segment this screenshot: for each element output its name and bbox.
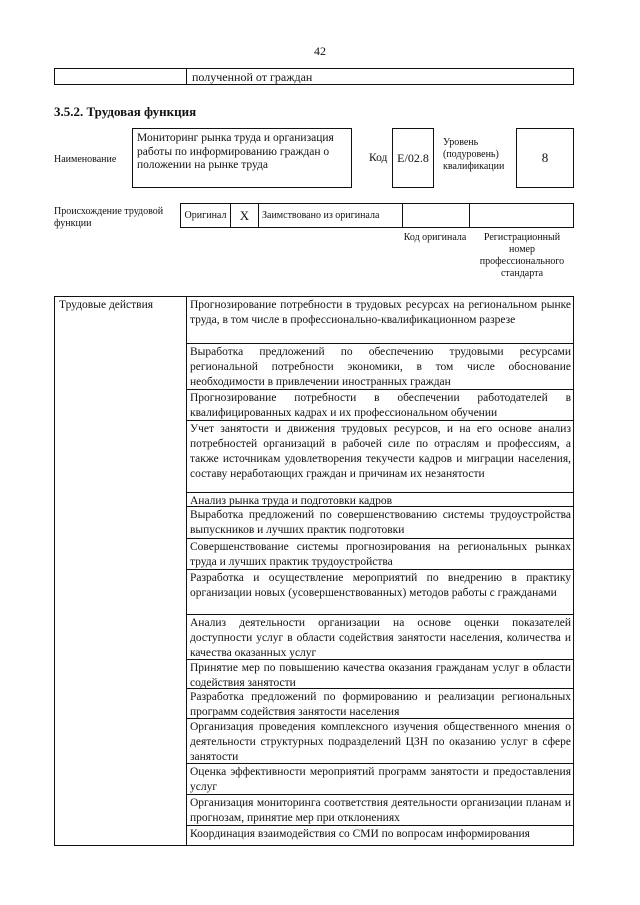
labor-action-item: Координация взаимодействия со СМИ по вопросам информирования — [190, 828, 530, 840]
origin-label: Происхождение трудовой функции — [54, 206, 164, 229]
original-code-cell — [403, 204, 470, 227]
caption-registration-number: Регистрационный номер профессионального стандарта — [479, 232, 565, 279]
origin-table — [180, 203, 574, 228]
function-name-box: Мониторинг рынка труда и организация работы по информированию граждан о положении на рынке труда — [132, 128, 352, 188]
labor-action-item: Оценка эффективности мероприятий программ занятости и предоставления услуг — [187, 764, 574, 795]
level-box: 8 — [516, 128, 574, 188]
origin-borrowed-cell — [259, 204, 403, 227]
origin-original-cell — [181, 204, 231, 227]
labor-action-item: Совершенствование системы прогнозирования на региональных рынках труда и лучших практик трудоустройства — [187, 539, 574, 570]
section-heading: 3.5.2. Трудовая функция — [54, 104, 197, 119]
labor-action-item: Принятие мер по повышению качества оказания гражданам услуг в области содействия занятости — [187, 660, 574, 689]
registration-number-cell — [470, 204, 574, 227]
caption-original-code: Код оригинала — [403, 232, 467, 243]
labor-action-item: Анализ деятельности организации на основе оценки показателей доступности услуг в области содействия занятости населения, количества и качества оказанных услуг — [187, 615, 574, 660]
column-divider — [186, 69, 187, 84]
level-label: Уровень (подуровень) квалификации — [443, 137, 505, 172]
previous-table-row — [54, 68, 574, 85]
labor-action-item: Разработка предложений по формированию и реализации региональных программ содействия занятости населения — [187, 689, 574, 719]
labor-action-item: Анализ рынка труда и подготовки кадров — [187, 493, 574, 507]
labor-action-item: Прогнозирование потребности в обеспечении работодателей в квалифицированных кадрах и их профессиональном обучении — [187, 390, 574, 421]
labor-actions-table — [54, 296, 574, 846]
labor-action-item: Прогнозирование потребности в трудовых ресурсах на региональном рынке труда, в том числе в профессионально-квалификационном разрезе — [187, 297, 574, 344]
labor-action-item: Организация проведения комплексного изучения общественного мнения о деятельности структурных подразделений ЦЗН по оказанию услуг в сфере занятости — [187, 719, 574, 764]
code-box: E/02.8 — [392, 128, 434, 188]
previous-row-text: полученной от граждан — [192, 70, 313, 84]
origin-mark-cell — [231, 204, 259, 227]
origin-mark: X — [239, 207, 250, 223]
origin-original-label: Оригинал — [184, 210, 227, 221]
origin-borrowed-label: Заимствовано из оригинала — [262, 210, 380, 221]
labor-actions-label: Трудовые действия — [59, 299, 154, 311]
name-label: Наименование — [54, 154, 117, 165]
code-label: Код — [369, 152, 388, 164]
labor-action-item: Разработка и осуществление мероприятий по внедрению в практику организации новых (усовершенствованных) методов работы с гражданами — [187, 570, 574, 615]
labor-action-item: Выработка предложений по совершенствованию системы трудоустройства выпускников и лучших практик подготовки — [187, 507, 574, 539]
labor-action-item: Учет занятости и движения трудовых ресурсов, и на его основе анализ потребностей организаций в рабочей силе по отраслям и профессиям, а также источникам удовлетворения текучести кадров и миграции населения, составу неработающих граждан и причинам их незанятости — [187, 421, 574, 493]
labor-action-item: Организация мониторинга соответствия деятельности организации планам и прогнозам, принятие мер при отклонениях — [187, 795, 574, 826]
page-number: 42 — [314, 44, 326, 58]
labor-action-item: Выработка предложений по обеспечению трудовыми ресурсами региональной потребности экономики, в том числе обоснование необходимости в привлечении иностранных граждан — [187, 344, 574, 390]
